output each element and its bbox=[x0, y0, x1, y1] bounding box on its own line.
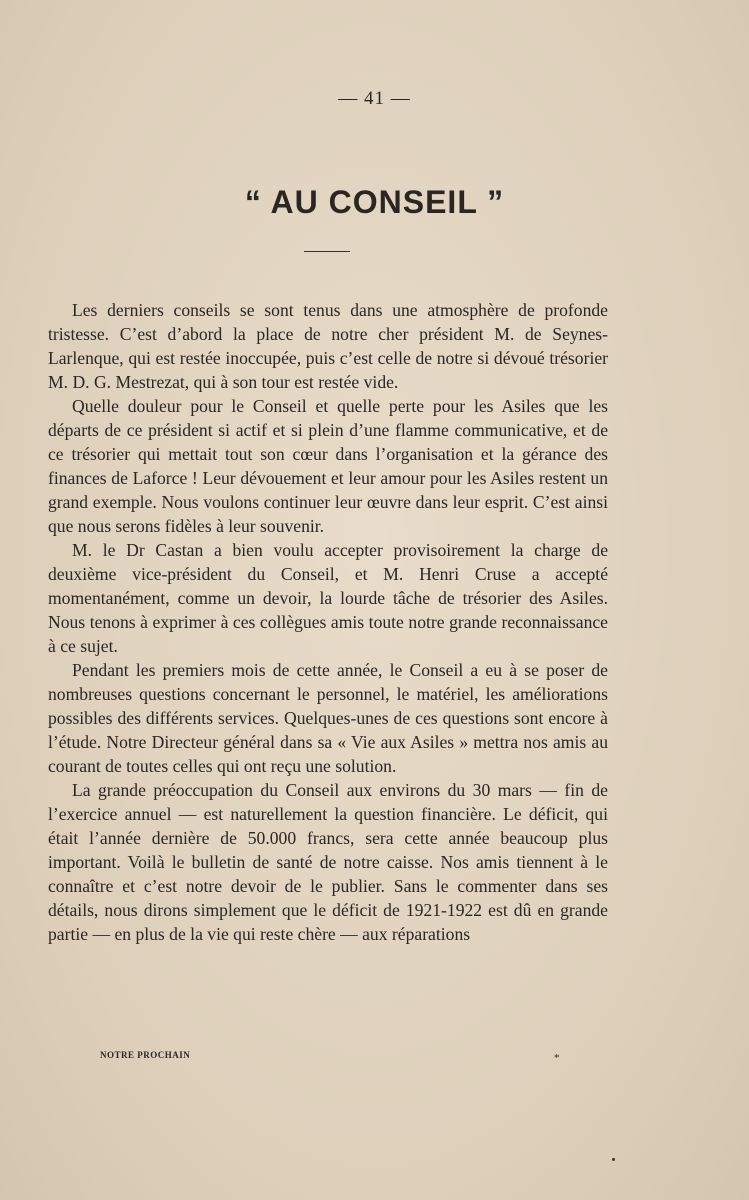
article-body bbox=[48, 298, 608, 946]
paragraph: Les derniers conseils se sont tenus dans une atmosphère de profonde tristesse. C’est d’abord la place de notre cher président M. de Seynes-Larlenque, qui est restée inoccupée, puis c’est celle de notre si dévoué trésorier M. D. G. Mestrezat, qui à son tour est restée vide. bbox=[48, 300, 608, 392]
page-number: — 41 — bbox=[338, 88, 411, 109]
paragraph: Pendant les premiers mois de cette année, le Conseil a eu à se poser de nombreuses questions concernant le personnel, le matériel, les améliorations possibles des différents services. Quelques-unes de ces questions sont encore à l’étude. Notre Directeur général dans sa « Vie aux Asiles » mettra nos amis au courant de toutes celles qui ont reçu une solution. bbox=[48, 660, 608, 776]
paper-speck bbox=[612, 1158, 615, 1161]
paragraph: M. le Dr Castan a bien voulu accepter provisoirement la charge de deuxième vice-président du Conseil, et M. Henri Cruse a accepté momentanément, comme un devoir, la lourde tâche de trésorier des Asiles. Nous tenons à exprimer à ces collègues amis toute notre grande reconnaissance à ce sujet. bbox=[48, 540, 608, 656]
catchword-footer: NOTRE PROCHAIN bbox=[100, 1050, 191, 1060]
signature-mark: * bbox=[554, 1052, 560, 1064]
page-title: “ AU CONSEIL ” bbox=[244, 184, 505, 220]
title-divider bbox=[304, 251, 350, 252]
paragraph: La grande préoccupation du Conseil aux environs du 30 mars — fin de l’exercice annuel — est naturellement la question financière. Le déficit, qui était l’année dernière de 50.000 francs, sera cette année beaucoup plus important. Voilà le bulletin de santé de notre caisse. Nos amis tiennent à le connaître et c’est notre devoir de le publier. Sans le commenter dans ses détails, nous dirons simplement que le déficit de 1921-1922 est dû en grande partie — en plus de la vie qui reste chère — aux réparations bbox=[48, 780, 608, 944]
paragraph: Quelle douleur pour le Conseil et quelle perte pour les Asiles que les départs de ce président si actif et si plein d’une flamme communicative, et de ce trésorier qui mettait tout son cœur dans l’organisation et la gérance des finances de Laforce ! Leur dévouement et leur amour pour les Asiles restent un grand exemple. Nous voulons continuer leur œuvre dans leur esprit. C’est ainsi que nous serons fidèles à leur souvenir. bbox=[48, 396, 608, 536]
